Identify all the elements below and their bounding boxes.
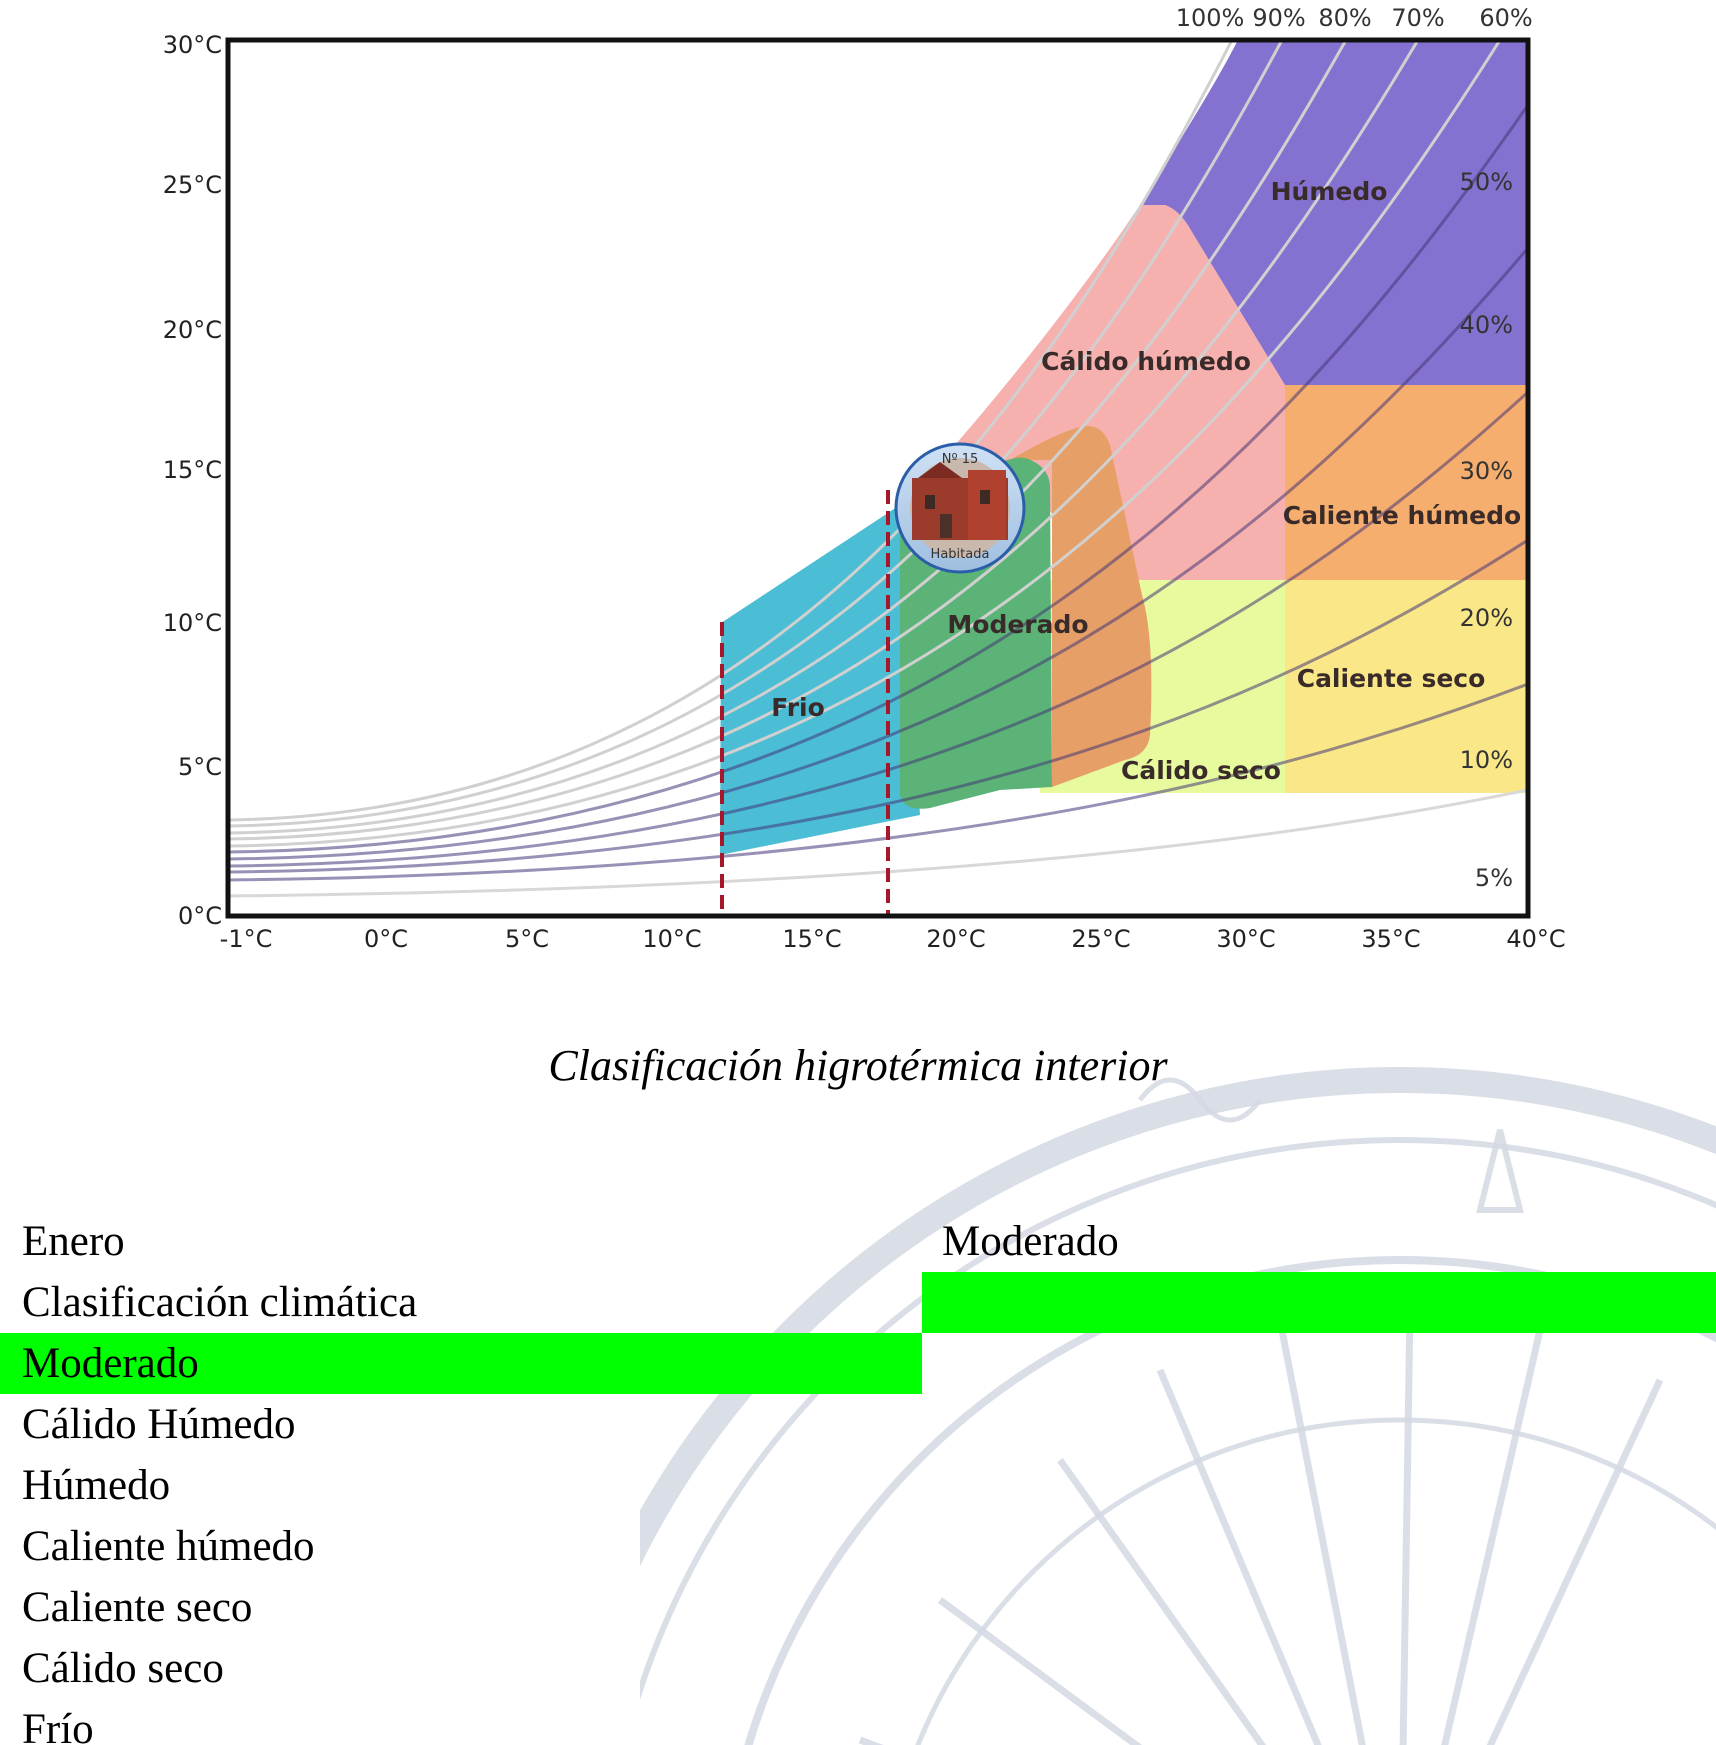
table-row: [0, 1577, 1716, 1638]
marker-bottom-text: Habitada: [930, 547, 990, 562]
y-tick-label: 15°C: [162, 456, 222, 484]
row-value: Moderado: [942, 1218, 1119, 1265]
row-value: [922, 1333, 1716, 1394]
row-label: Enero: [22, 1218, 125, 1265]
row-value: [922, 1699, 1716, 1745]
x-tick-label: 30°C: [1216, 925, 1276, 953]
building-marker: [896, 444, 1024, 572]
row-value: [922, 1516, 1716, 1577]
rh-label: 50%: [1459, 168, 1513, 196]
row-value: [922, 1455, 1716, 1516]
zone-label-calido-seco: Cálido seco: [1121, 756, 1281, 785]
row-label: Caliente seco: [22, 1584, 253, 1631]
figure-caption: Clasificación higrotérmica interior: [548, 1041, 1168, 1090]
row-value: [922, 1272, 1716, 1333]
row-value: [922, 1577, 1716, 1638]
rh-label: 70%: [1391, 4, 1445, 32]
rh-label: 30%: [1459, 457, 1513, 485]
table-row: [0, 1211, 1716, 1272]
x-tick-label: 0°C: [363, 925, 409, 953]
x-tick-label: 40°C: [1506, 925, 1566, 953]
y-tick-label: 5°C: [177, 753, 222, 781]
row-label: Caliente húmedo: [22, 1523, 315, 1570]
rh-label: 40%: [1459, 311, 1513, 339]
x-tick-label: 5°C: [504, 925, 550, 953]
table-row: [0, 1699, 1716, 1745]
table-row: [0, 1516, 1716, 1577]
zone-label-moderado: Moderado: [947, 610, 1089, 639]
table-row: [0, 1333, 1716, 1394]
rh-label: 10%: [1459, 746, 1513, 774]
x-tick-label: 15°C: [782, 925, 842, 953]
y-tick-label: 0°C: [177, 902, 222, 930]
row-label: Frío: [22, 1706, 94, 1745]
rh-label: 20%: [1459, 604, 1513, 632]
table-row: [0, 1455, 1716, 1516]
zone-label-humedo: Húmedo: [1270, 177, 1388, 206]
zone-label-caliente-humedo: Caliente húmedo: [1282, 501, 1522, 530]
table-row: [0, 1394, 1716, 1455]
row-label: Clasificación climática: [22, 1279, 418, 1326]
marker-top-text: Nº 15: [941, 452, 979, 467]
zone-label-frio: Frio: [771, 693, 825, 722]
row-label: Cálido Húmedo: [22, 1401, 296, 1448]
y-tick-label: 25°C: [162, 171, 222, 199]
classification-table: [0, 1211, 1716, 1745]
row-label: Cálido seco: [22, 1645, 224, 1692]
x-tick-label: 25°C: [1071, 925, 1131, 953]
y-tick-label: 30°C: [162, 31, 222, 59]
rh-label: 60%: [1479, 4, 1533, 32]
row-label: Húmedo: [22, 1462, 171, 1509]
x-tick-label: 10°C: [642, 925, 702, 953]
rh-label: 80%: [1318, 4, 1372, 32]
x-tick-label: -1°C: [219, 925, 273, 953]
row-value: [922, 1638, 1716, 1699]
table-row: [0, 1272, 1716, 1333]
rh-label: 100%: [1175, 4, 1245, 32]
y-tick-label: 10°C: [162, 609, 222, 637]
table-row: [0, 1638, 1716, 1699]
zone-label-caliente-seco: Caliente seco: [1296, 664, 1486, 693]
row-label: Moderado: [0, 1333, 922, 1394]
row-value: [922, 1394, 1716, 1455]
rh-label: 5%: [1474, 864, 1513, 892]
x-tick-label: 20°C: [926, 925, 986, 953]
rh-label: 90%: [1252, 4, 1306, 32]
zone-label-calido-humedo: Cálido húmedo: [1041, 347, 1251, 376]
y-tick-label: 20°C: [162, 316, 222, 344]
x-tick-label: 35°C: [1361, 925, 1421, 953]
